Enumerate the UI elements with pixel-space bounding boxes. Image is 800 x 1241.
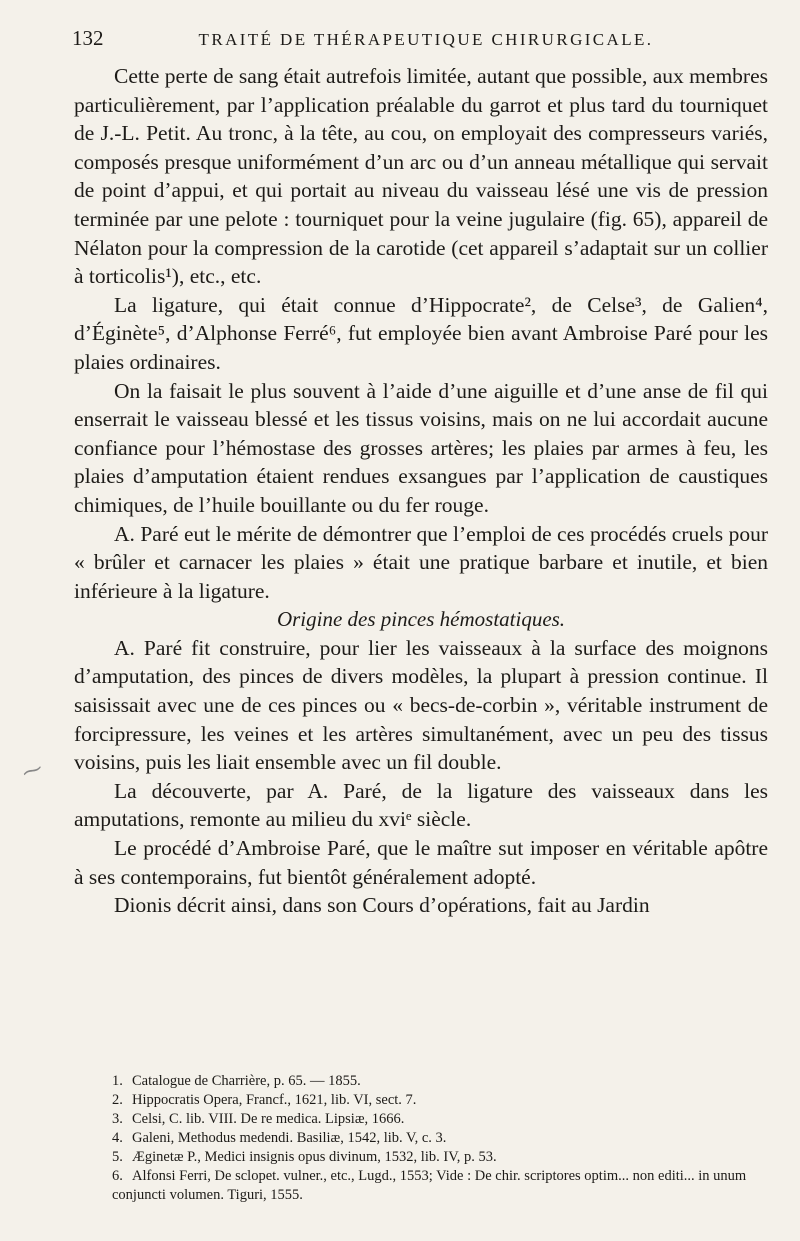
footnote: 3. Celsi, C. lib. VIII. De re medica. Lipsiæ, 1666.: [112, 1111, 405, 1127]
paragraph: Cette perte de sang était autrefois limitée, autant que possible, aux membres particulièrement, par l’application préalable du garrot et plus tard du tourniquet de J.-L. Petit. Au tronc, à la tête, au cou, on employait des compresseurs variés, composés presque uniformément d’un arc ou d’un anneau métallique qui servait de point d’appui, et qui portait au niveau du vaisseau lésé une vis de pression terminée par une pelote : tourniquet pour la veine jugulaire (fig. 65), appareil de Nélaton pour la compression de la carotide (cet appareil s’adaptait sur un collier à torticolis¹), etc., etc.: [74, 64, 768, 289]
paragraph: On la faisait le plus souvent à l’aide d’une aiguille et d’une anse de fil qui enserrait le vaisseau blessé et les tissus voisins, mais on ne lui accordait aucune confiance pour l’hémostase des grosses artères; les plaies par armes à feu, les plaies d’amputation étaient rendues exsangues par l’application de caustiques chimiques, de l’huile bouillante ou du fer rouge.: [74, 378, 768, 517]
page-header: [72, 26, 770, 54]
footnote: 1. Catalogue de Charrière, p. 65. — 1855.: [112, 1073, 361, 1089]
running-title: TRAITÉ DE THÉRAPEUTIQUE CHIRURGICALE.: [198, 30, 654, 49]
paragraph: Dionis décrit ainsi, dans son Cours d’opérations, fait au Jardin: [114, 893, 650, 918]
section-title: Origine des pinces hémostatiques.: [276, 607, 566, 632]
page-number: 132: [72, 26, 104, 50]
footnote: 5. Æginetæ P., Medici insignis opus divinum, 1532, lib. IV, p. 53.: [112, 1149, 497, 1165]
paragraph: A. Paré eut le mérite de démontrer que l’emploi de ces procédés cruels pour « brûler et carnacer les plaies » était une pratique barbare et inutile, et bien inférieure à la ligature.: [74, 521, 768, 603]
footnote: 2. Hippocratis Opera, Francf., 1621, lib. VI, sect. 7.: [112, 1092, 417, 1108]
footnote: 4. Galeni, Methodus medendi. Basiliæ, 1542, lib. V, c. 3.: [112, 1130, 447, 1146]
paragraph: Le procédé d’Ambroise Paré, que le maître sut imposer en véritable apôtre à ses contemporains, fut bientôt généralement adopté.: [74, 836, 768, 889]
paragraph: La découverte, par A. Paré, de la ligature des vaisseaux dans les amputations, remonte au milieu du xviᵉ siècle.: [74, 778, 768, 832]
paragraph: A. Paré fit construire, pour lier les vaisseaux à la surface des moignons d’amputation, des pinces de divers modèles, la plupart à pression continue. Il saisissait avec une de ces pinces ou « becs-de-corbin », véritable instrument de forcipressure, les veines et les artères simultanément, avec un peu des tissus voisins, puis les liait ensemble avec un fil double.: [74, 635, 768, 775]
main-text: [74, 62, 768, 920]
paragraph: La ligature, qui était connue d’Hippocrate², de Celse³, de Galien⁴, d’Éginète⁵, d’Alphonse Ferré⁶, fut employée bien avant Ambroise Paré pour les plaies ordinaires.: [74, 292, 768, 374]
margin-pencil-mark: ⁓: [18, 755, 46, 785]
footnote: 6. Alfonsi Ferri, De sclopet. vulner., etc., Lugd., 1553; Vide : De chir. scriptores optim... non editi... in unum conjuncti volumen. Tiguri, 1555.: [112, 1168, 747, 1203]
footnotes: [112, 1072, 772, 1205]
